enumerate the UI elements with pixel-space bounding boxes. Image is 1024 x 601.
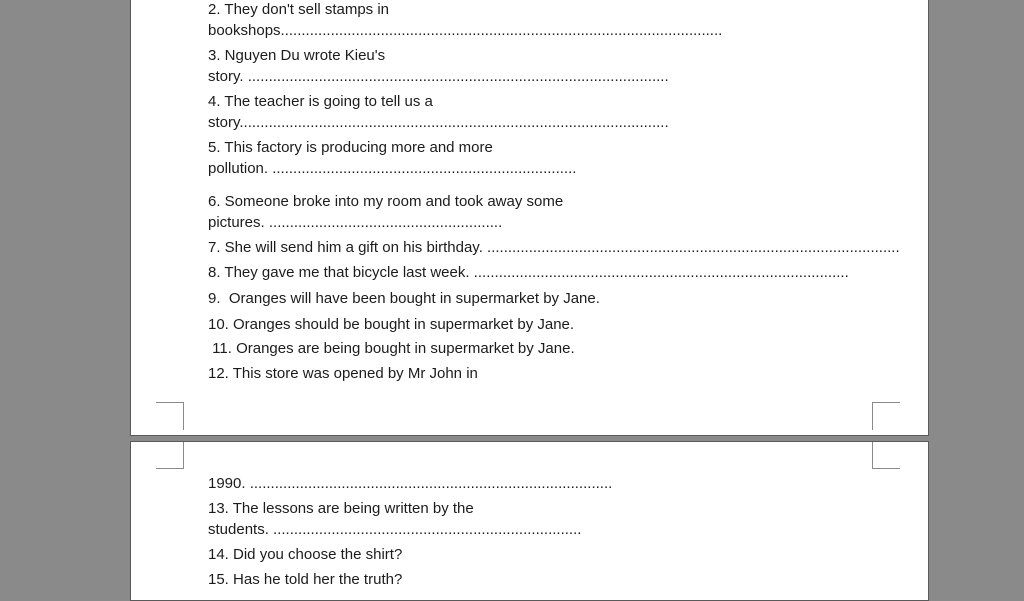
exercise-line: 3. Nguyen Du wrote Kieu's [208, 47, 386, 64]
document-page-1 [130, 0, 929, 436]
exercise-line: 1990. ....................................................................................... [208, 475, 613, 492]
crop-mark [156, 441, 184, 469]
crop-mark [156, 402, 184, 430]
exercise-line: 8. They gave me that bicycle last week. .......................................................................................... [208, 264, 849, 281]
exercise-line: 13. The lessons are being written by the [208, 500, 474, 517]
exercise-line: 6. Someone broke into my room and took away some [208, 193, 564, 210]
exercise-line: 4. The teacher is going to tell us a [208, 93, 433, 110]
exercise-line: 15. Has he told her the truth? [208, 571, 403, 588]
exercise-line: bookshops.......................................................................................................... [208, 22, 723, 39]
exercise-line: 12. This store was opened by Mr John in [208, 365, 478, 382]
exercise-line: 2. They don't sell stamps in [208, 1, 390, 18]
exercise-line: students. .......................................................................... [208, 521, 582, 538]
exercise-line: pictures. ........................................................ [208, 214, 503, 231]
exercise-line: story....................................................................................................... [208, 114, 669, 131]
exercise-line: 5. This factory is producing more and more [208, 139, 493, 156]
exercise-line: 11. Oranges are being bought in supermarket by Jane. [208, 340, 575, 357]
exercise-line: pollution. ......................................................................... [208, 160, 577, 177]
exercise-line: story. ..................................................................................................... [208, 68, 669, 85]
exercise-line: 7. She will send him a gift on his birthday. ................................................................................................... [208, 239, 900, 256]
exercise-line: 14. Did you choose the shirt? [208, 546, 403, 563]
crop-mark [872, 402, 900, 430]
exercise-line: 9. Oranges will have been bought in supermarket by Jane. [208, 290, 600, 307]
crop-mark [872, 441, 900, 469]
document-page-2 [130, 441, 929, 601]
exercise-line: 10. Oranges should be bought in supermarket by Jane. [208, 316, 575, 333]
